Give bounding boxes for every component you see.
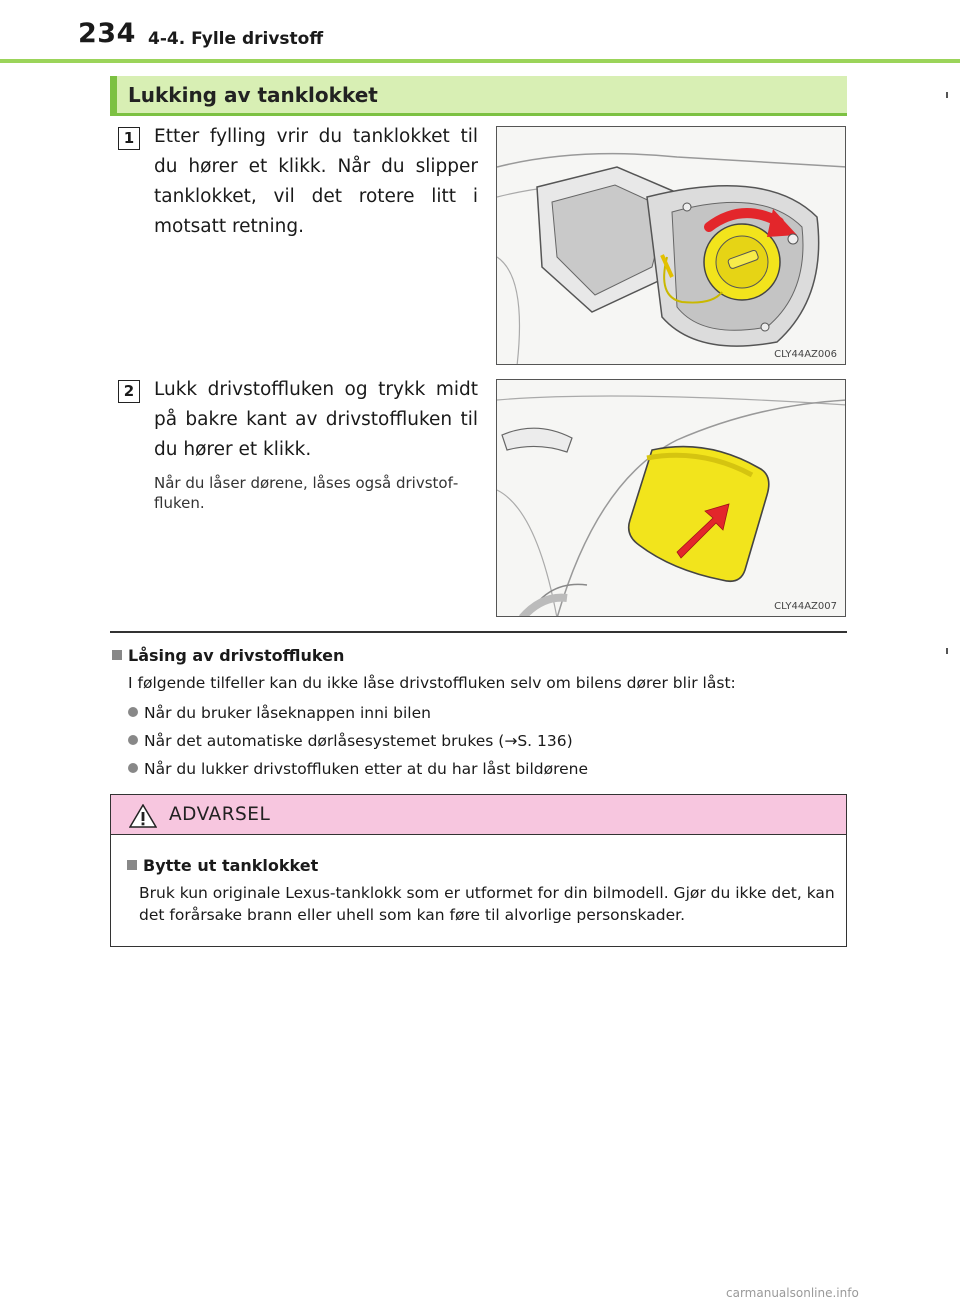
square-bullet-icon [112, 650, 122, 660]
header-rule [0, 59, 960, 63]
list-item-text: Når det automatiske dørlåsesystemet brukes (→S. 136) [144, 732, 573, 750]
step-number-1: 1 [118, 127, 140, 150]
warning-header [111, 795, 846, 835]
figure-code: CLY44AZ006 [774, 349, 837, 360]
section-title: Lukking av tanklokket [128, 83, 378, 107]
round-bullet-icon [128, 763, 138, 773]
margin-tick [946, 648, 948, 654]
warning-text: Bruk kun originale Lexus-tanklokk som er utformet for din bilmodell. Gjør du ikke det, kan det forårsake brann eller uhell som kan føre til alvorlige personskader. [139, 884, 835, 924]
section-header-accent [110, 76, 117, 113]
chapter-title: 4-4. Fylle drivstoff [148, 29, 324, 49]
figure-fuel-door [496, 379, 846, 617]
list-item [128, 732, 573, 750]
step-text-1: Etter fylling vrir du tanklokket til du hører et klikk. Når du slipper tanklokket, vil det rotere litt i motsatt retning. [154, 126, 478, 237]
figure-code: CLY44AZ007 [774, 601, 837, 612]
warning-triangle-icon [129, 804, 157, 828]
page-number: 234 [78, 18, 136, 49]
round-bullet-icon [128, 707, 138, 717]
info-heading [112, 646, 344, 665]
fuel-cap-illustration [497, 127, 846, 365]
info-intro: I følgende tilfeller kan du ikke låse drivstoffluken selv om bilens dører blir låst: [128, 674, 736, 692]
step-note-2: Når du låser dørene, låses også drivstoffluken. [154, 474, 459, 512]
watermark: carmanualsonline.info [726, 1286, 859, 1300]
warning-label: ADVARSEL [169, 804, 271, 825]
list-item [128, 760, 588, 778]
round-bullet-icon [128, 735, 138, 745]
fuel-door-illustration [497, 380, 846, 617]
margin-tick [946, 92, 948, 98]
warning-title: Bytte ut tanklokket [143, 856, 319, 875]
list-item [128, 704, 431, 722]
list-item-text: Når du lukker drivstoffluken etter at du har låst bildørene [144, 760, 589, 778]
info-title: Låsing av drivstoffluken [128, 646, 345, 665]
list-item-text: Når du bruker låseknappen inni bilen [144, 704, 431, 722]
warning-box [110, 794, 847, 947]
square-bullet-icon [127, 860, 137, 870]
section-header [110, 76, 847, 116]
figure-fuel-cap [496, 126, 846, 365]
warning-heading [127, 856, 318, 875]
step-number-2: 2 [118, 380, 140, 403]
section-divider [110, 631, 847, 633]
step-text-2: Lukk drivstoffluken og trykk midt på bakre kant av drivstoffluken til du hører et klikk. [154, 379, 478, 460]
